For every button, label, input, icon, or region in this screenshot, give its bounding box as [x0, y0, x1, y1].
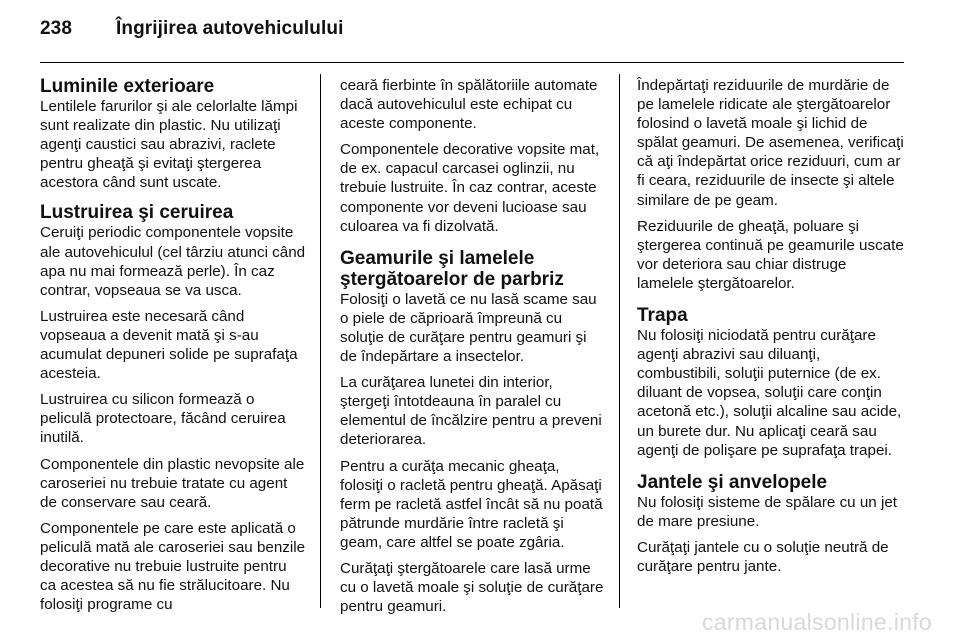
section-title: Jantele şi anvelopele — [637, 471, 828, 493]
section-polishing-waxing — [40, 202, 306, 614]
paragraph: Pentru a curăţa mecanic gheaţa, folosiţi o racletă pentru gheaţă. Apăsaţi ferm pe racletă astfel încât să nu poată pătrunde murdărie între racletă şi geam, care altfel se poate zgâria. — [340, 457, 603, 551]
section-title: Geamurile şi lamelele ştergătoarelor de parbriz — [340, 247, 564, 290]
page-number: 238 — [40, 18, 73, 39]
section-exterior-lights — [40, 76, 306, 192]
column-1 — [40, 76, 306, 621]
section-sunroof — [637, 305, 905, 460]
paragraph: Ceruiţi periodic componentele vopsite ale autovehiculul (cel târziu atunci când apa nu mai formează perle). În caz contrar, vopseaua se va usca. — [40, 224, 306, 299]
section-windows-wipers — [340, 248, 606, 617]
column-3 — [637, 76, 905, 583]
page-header — [40, 18, 343, 40]
paragraph: Componentele din plastic nevopsite ale caroseriei nu trebuie tratate cu agent de conservare sau ceară. — [40, 455, 305, 511]
paragraph: Componentele decorative vopsite mat, de ex. capacul carcasei oglinzii, nu trebuie lustruite. În caz contrar, aceste componente vor deveni lucioase sau culoarea va fi dizolvată. — [340, 141, 600, 235]
paragraph: Curăţaţi jantele cu o soluţie neutră de curăţare pentru jante. — [637, 538, 889, 575]
chapter-title: Îngrijirea autovehiculului — [116, 18, 344, 39]
paragraph: Componentele pe care este aplicată o peliculă mată ale caroseriei sau benzile decorative nu trebuie lustruite pentru ca acestea să nu fie strălucitoare. Nu folosiţi programe cu — [40, 519, 306, 614]
watermark: carmanualsonline.info — [701, 609, 932, 635]
paragraph: La curăţarea lunetei din interior, ştergeţi întotdeauna în paralel cu elementul de încălzire pentru a preveni deteriorarea. — [340, 374, 602, 449]
paragraph: Reziduurile de gheaţă, poluare şi ştergerea continuă pe geamurile uscate vor deteriora sau chiar distruge lamelele ştergătoarelor. — [637, 217, 904, 292]
section-title: Luminile exterioare — [40, 76, 215, 97]
paragraph: Nu folosiţi sisteme de spălare cu un jet de mare presiune. — [637, 493, 898, 530]
column-2 — [340, 76, 606, 623]
paragraph: Lentilele farurilor şi ale celorlalte lămpi sunt realizate din plastic. Nu utilizaţi agenţi caustici sau abrazivi, raclete pentru gheaţă şi evitaţi ştergerea acestora când sunt uscate. — [40, 98, 298, 192]
paragraph: Lustruirea este necesară când vopseaua a devenit mată şi s-au acumulat depuneri solide pe suprafaţa acesteia. — [40, 307, 298, 383]
paragraph: ceară fierbinte în spălătoriile automate dacă autovehiculul este echipat cu aceste componente. — [340, 77, 598, 133]
section-title: Trapa — [637, 305, 688, 327]
paragraph: Îndepărtaţi reziduurile de murdărie de pe lamelele ridicate ale ştergătoarelor folosind o lavetă moale şi lichid de spălat geamuri. De asemenea, verificaţi că aţi îndepărtat orice reziduuri, cum ar fi ceara, reziduurile de insecte şi altele similare de pe geam. — [637, 77, 904, 209]
paragraph: Folosiţi o lavetă ce nu lasă scame sau o piele de căprioară împreună cu soluţie de curăţare pentru geamuri şi de îndepărtare a insectelor. — [340, 290, 597, 366]
column-divider-2 — [619, 74, 620, 608]
paragraph: Curăţaţi ştergătoarele care lasă urme cu o lavetă moale şi soluţie de curăţare pentru geamuri. — [340, 559, 604, 616]
section-title: Lustruirea şi ceruirea — [40, 202, 234, 224]
section-wheels-tyres — [637, 472, 905, 576]
header-rule — [40, 62, 904, 63]
column-divider-1 — [320, 74, 321, 608]
paragraph: Nu folosiţi niciodată pentru curăţare agenţi abrazivi sau diluanţi, combustibili, soluţii puternice (de ex. diluant de vopsea, soluţii care conţin acetonă etc.), soluţii alcaline sau acide, un burete dur. Nu aplicaţi ceară sau agenţi de polişare pe suprafaţa trapei. — [637, 327, 902, 459]
paragraph: Lustruirea cu silicon formează o peliculă protectoare, făcând ceruirea inutilă. — [40, 391, 286, 447]
